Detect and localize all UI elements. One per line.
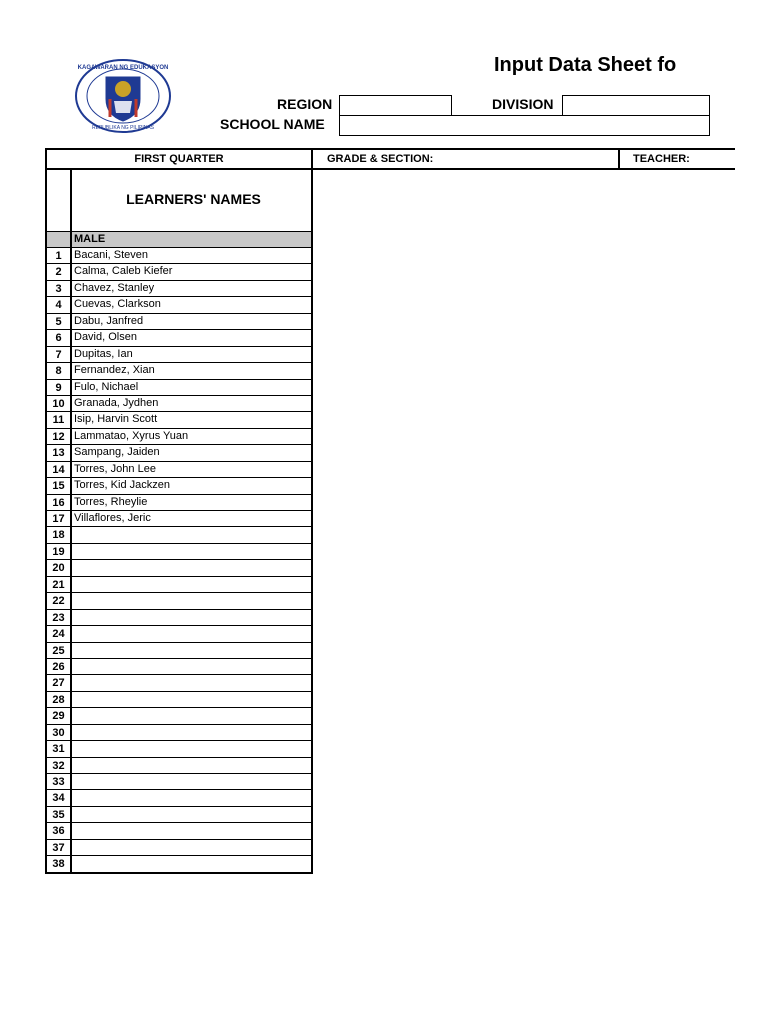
- learner-name-cell[interactable]: [72, 544, 311, 559]
- table-row: [47, 707, 311, 723]
- learner-name-cell[interactable]: Calma, Caleb Kiefer: [74, 265, 173, 278]
- row-number: 31: [47, 741, 72, 756]
- male-row-number: [47, 232, 72, 247]
- table-row: [47, 757, 311, 773]
- learner-name-cell[interactable]: Dupitas, Ian: [74, 347, 133, 360]
- learners-table: [45, 231, 313, 874]
- teacher-header: TEACHER:: [633, 153, 690, 165]
- learner-name-cell[interactable]: Granada, Jydhen: [74, 396, 159, 409]
- learner-name-cell[interactable]: David, Olsen: [74, 331, 137, 344]
- learner-name-cell[interactable]: [72, 725, 311, 740]
- row-number: 16: [47, 495, 72, 510]
- learner-name-cell[interactable]: [72, 790, 311, 805]
- learner-name-cell[interactable]: [72, 758, 311, 773]
- table-row: [47, 592, 311, 608]
- row-number: 10: [47, 396, 72, 411]
- row-number: 23: [47, 610, 72, 625]
- row-number: 3: [47, 281, 72, 296]
- row-number: 30: [47, 725, 72, 740]
- table-row: [47, 494, 311, 510]
- learner-name-cell[interactable]: [72, 807, 311, 822]
- row-number: 32: [47, 758, 72, 773]
- row-number: 28: [47, 692, 72, 707]
- male-label: MALE: [74, 233, 106, 245]
- learner-name-cell[interactable]: Torres, Kid Jackzen: [74, 479, 170, 492]
- table-row: [47, 674, 311, 690]
- learner-name-cell[interactable]: [72, 659, 311, 674]
- division-field[interactable]: [562, 95, 710, 116]
- table-row: [47, 691, 311, 707]
- row-number: 13: [47, 445, 72, 460]
- table-row: [47, 559, 311, 575]
- learners-names-header: [45, 170, 313, 232]
- learner-name-cell[interactable]: [72, 840, 311, 855]
- table-row: [47, 576, 311, 592]
- table-row: [47, 296, 311, 312]
- learner-name-cell[interactable]: Fulo, Nichael: [74, 380, 139, 393]
- table-row: [47, 477, 311, 493]
- learner-name-cell[interactable]: Isip, Harvin Scott: [74, 413, 158, 426]
- learner-name-cell[interactable]: Sampang, Jaiden: [74, 446, 160, 459]
- row-number: 19: [47, 544, 72, 559]
- row-number: 35: [47, 807, 72, 822]
- row-number: 25: [47, 643, 72, 658]
- row-number: 7: [47, 347, 72, 362]
- table-row: [47, 247, 311, 263]
- table-row: [47, 411, 311, 427]
- learner-name-cell[interactable]: Dabu, Janfred: [74, 314, 144, 327]
- learner-name-cell[interactable]: Torres, John Lee: [74, 462, 156, 475]
- learner-name-cell[interactable]: [72, 823, 311, 838]
- learner-name-cell[interactable]: [72, 643, 311, 658]
- table-row: [47, 724, 311, 740]
- region-field[interactable]: [339, 95, 452, 116]
- row-number: 2: [47, 264, 72, 279]
- row-number: 12: [47, 429, 72, 444]
- region-label: REGION: [277, 96, 333, 112]
- table-row: [47, 346, 311, 362]
- row-number: 20: [47, 560, 72, 575]
- table-row: [47, 822, 311, 838]
- learner-name-cell[interactable]: [72, 577, 311, 592]
- row-number: 8: [47, 363, 72, 378]
- row-number: 11: [47, 412, 72, 427]
- table-row: [47, 313, 311, 329]
- learner-name-cell[interactable]: Torres, Rheylie: [74, 495, 148, 508]
- seal-top-text: KAGAWARAN NG EDUKASYON: [77, 65, 169, 71]
- row-number: 27: [47, 675, 72, 690]
- table-row: [47, 625, 311, 641]
- row-number: 24: [47, 626, 72, 641]
- table-header-row: [45, 148, 735, 170]
- quarter-header: FIRST QUARTER: [47, 150, 313, 168]
- table-row: [47, 395, 311, 411]
- table-row: [47, 362, 311, 378]
- row-number: 15: [47, 478, 72, 493]
- learner-name-cell[interactable]: [72, 626, 311, 641]
- learner-name-cell[interactable]: [72, 774, 311, 789]
- learner-name-cell[interactable]: [72, 527, 311, 542]
- table-row: [47, 444, 311, 460]
- row-number: 17: [47, 511, 72, 526]
- row-number: 36: [47, 823, 72, 838]
- row-number: 21: [47, 577, 72, 592]
- learner-name-cell[interactable]: Chavez, Stanley: [74, 281, 155, 294]
- row-number: 33: [47, 774, 72, 789]
- learner-name-cell[interactable]: [72, 560, 311, 575]
- table-row: [47, 789, 311, 805]
- learner-name-cell[interactable]: Bacani, Steven: [74, 249, 148, 261]
- row-number: 4: [47, 297, 72, 312]
- learner-name-cell[interactable]: Villaflores, Jeric: [74, 512, 151, 524]
- row-number: 34: [47, 790, 72, 805]
- table-row: [47, 773, 311, 789]
- table-row: [47, 461, 311, 477]
- row-number: 9: [47, 380, 72, 395]
- school-name-field[interactable]: [339, 115, 710, 136]
- row-number: 29: [47, 708, 72, 723]
- row-number: 26: [47, 659, 72, 674]
- table-row: [47, 329, 311, 345]
- table-row: [47, 806, 311, 822]
- table-row: [47, 839, 311, 855]
- seal-bottom-text: REPUBLIKA NG PILIPINAS: [92, 125, 154, 131]
- table-row: [47, 379, 311, 395]
- sheet-title: Input Data Sheet fo: [494, 54, 677, 76]
- learner-name-cell[interactable]: [72, 741, 311, 756]
- grade-section-header: GRADE & SECTION:: [313, 150, 620, 168]
- table-row: [47, 510, 311, 526]
- row-number: 1: [47, 248, 72, 263]
- table-row: [47, 543, 311, 559]
- row-number: 22: [47, 593, 72, 608]
- table-row: [47, 642, 311, 658]
- learner-name-cell[interactable]: [72, 610, 311, 625]
- learner-name-cell[interactable]: [72, 593, 311, 608]
- school-name-label: SCHOOL NAME: [220, 116, 325, 132]
- row-number: 6: [47, 330, 72, 345]
- table-row: [47, 609, 311, 625]
- table-row: [47, 526, 311, 542]
- deped-seal-logo: [74, 59, 172, 133]
- division-label: DIVISION: [492, 96, 554, 112]
- row-number: 18: [47, 527, 72, 542]
- number-column-header: [47, 170, 72, 232]
- row-number: 37: [47, 840, 72, 855]
- learner-name-cell[interactable]: [72, 692, 311, 707]
- learners-names-title: LEARNERS' NAMES: [126, 191, 261, 207]
- table-row: [47, 855, 311, 871]
- table-row: [47, 740, 311, 756]
- row-number: 38: [47, 856, 72, 871]
- table-row: [47, 428, 311, 444]
- learner-name-cell[interactable]: [72, 856, 311, 871]
- learner-name-cell[interactable]: [72, 675, 311, 690]
- table-row: [47, 280, 311, 296]
- table-row: [47, 658, 311, 674]
- learner-name-cell[interactable]: Lammatao, Xyrus Yuan: [74, 429, 189, 442]
- male-section-row: [47, 231, 311, 247]
- row-number: 14: [47, 462, 72, 477]
- learner-name-cell[interactable]: Cuevas, Clarkson: [74, 298, 161, 311]
- learner-name-cell[interactable]: [72, 708, 311, 723]
- row-number: 5: [47, 314, 72, 329]
- learner-name-cell[interactable]: Fernandez, Xian: [74, 364, 155, 377]
- table-row: [47, 263, 311, 279]
